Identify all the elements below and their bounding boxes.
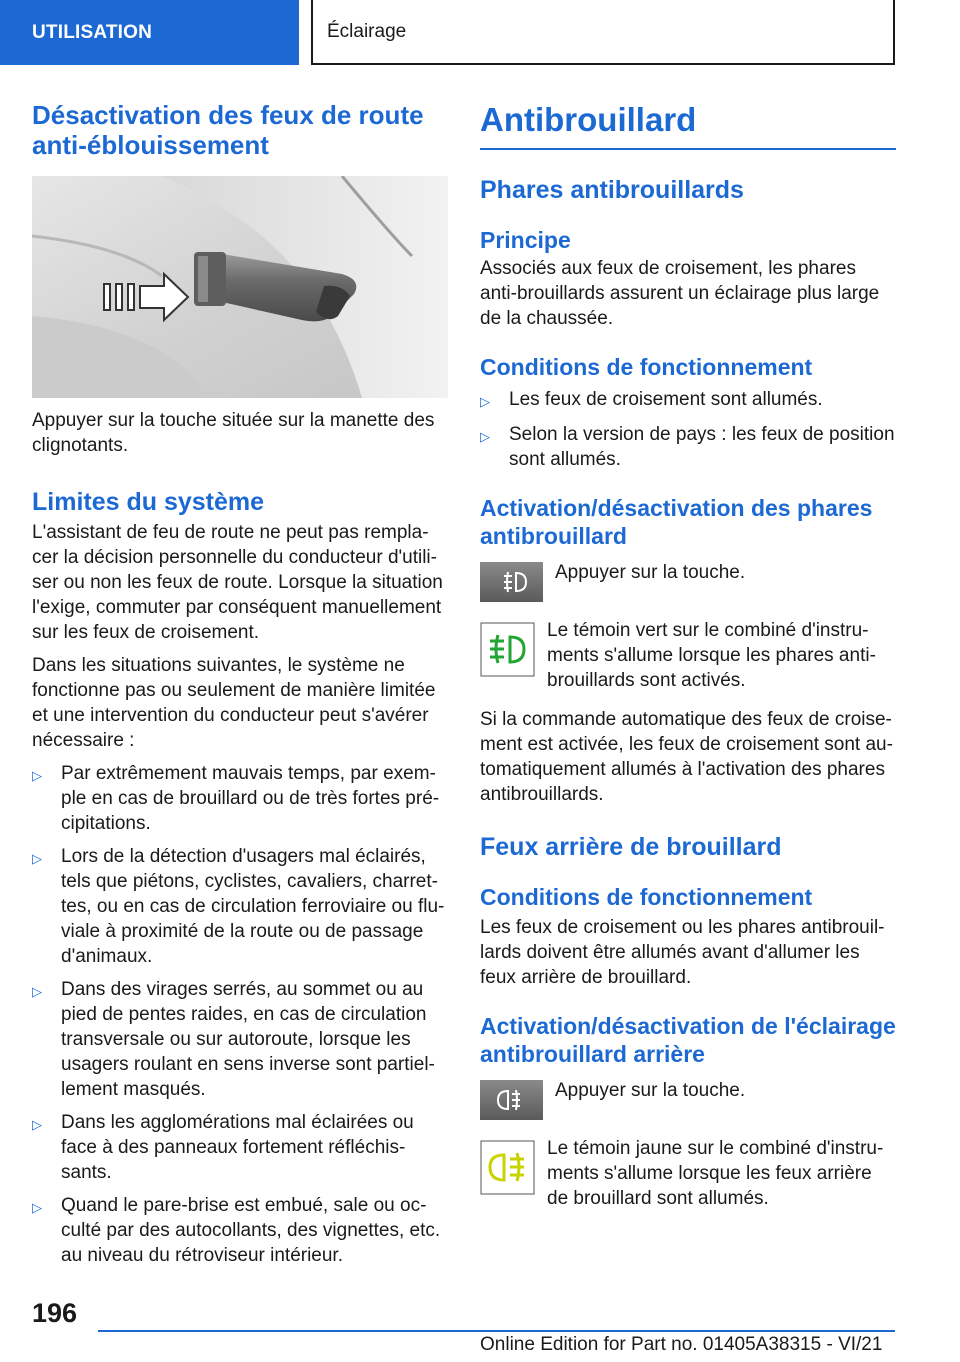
- list-item: ▷ Par extrêmement mauvais temps, par exem-ple en cas de brouillard ou de très fortes pré-cipitations.: [32, 763, 440, 834]
- yellow-indicator-text: Le témoin jaune sur le combiné d'instru-ments s'allume lorsque les feux arrière de brouillard sont allumés.: [547, 1138, 884, 1209]
- rear-conditions-heading: Conditions de fonctionnement: [480, 884, 813, 910]
- rear-fog-button-icon: [480, 1080, 543, 1120]
- green-indicator-text: Le témoin vert sur le combiné d'instru-ments s'allume lorsque les phares anti-brouillards sont activés.: [547, 620, 876, 691]
- rear-activation-heading: Activation/désactivation de l'éclairage antibrouillard arrière: [480, 1013, 896, 1067]
- list-item: ▷ Lors de la détection d'usagers mal éclairés, tels que piétons, cyclistes, cavaliers, charret-tes, ou en cas de circulation ferroviaire ou flu-viale à proximité de la route ou de passage d'animaux.: [32, 846, 445, 967]
- chapter-label: Éclairage: [327, 20, 407, 42]
- list-item: ▷ Les feux de croisement sont allumés.: [480, 387, 896, 414]
- bullet-triangle-icon: ▷: [480, 429, 490, 444]
- high-beam-deactivation-title: Désactivation des feux de route anti-éblouissement: [32, 100, 424, 160]
- limits-paragraph-1: L'assistant de feu de route ne peut pas rempla-cer la décision personnelle du conducteur d'utili-ser ou non les feux de route. Lorsque la situation l'exige, commuter par conséquent manuellement sur les feux de croisement.: [32, 522, 443, 643]
- stalk-button-illustration: [32, 176, 448, 398]
- front-fog-button-icon: [480, 562, 543, 602]
- limits-paragraph-2: Dans les situations suivantes, le système ne fonctionne pas ou seulement de manière limitée et une intervention du conducteur peut s'avérer nécessaire :: [32, 655, 436, 751]
- left-column: [32, 100, 448, 1268]
- green-indicator-row: [480, 622, 896, 693]
- bullet-triangle-icon: ▷: [32, 768, 42, 783]
- rear-press-button-text: Appuyer sur la touche.: [555, 1080, 746, 1101]
- press-button-text: Appuyer sur la touche.: [555, 562, 746, 583]
- principle-text: Associés aux feux de croisement, les phares anti-brouillards assurent un éclairage plus large de la chaussée.: [480, 258, 880, 329]
- bullet-triangle-icon: ▷: [480, 394, 490, 409]
- rear-fog-heading: Feux arrière de brouillard: [480, 833, 782, 861]
- rear-conditions-text: Les feux de croisement ou les phares antibrouil-lards doivent être allumés avant d'allumer les feux arrière de brouillard.: [480, 917, 885, 988]
- yellow-indicator-row: [480, 1140, 896, 1211]
- bullet-triangle-icon: ▷: [32, 851, 42, 866]
- bullet-triangle-icon: ▷: [32, 1117, 42, 1132]
- stalk-instruction: Appuyer sur la touche située sur la manette des clignotants.: [32, 410, 435, 456]
- list-item: ▷ Quand le pare-brise est embué, sale ou oc-culté par des autocollants, des vignettes, etc. au niveau du rétroviseur intérieur.: [32, 1195, 441, 1266]
- fog-lights-title: Antibrouillard: [480, 100, 896, 150]
- header-section-tab: [0, 0, 299, 65]
- activation-heading: Activation/désactivation des phares antibrouillard: [480, 495, 873, 549]
- conditions-list: [480, 387, 896, 472]
- footer-divider: [98, 1330, 895, 1332]
- front-fog-heading: Phares antibrouillards: [480, 176, 744, 204]
- right-column: [480, 100, 896, 1211]
- page-number: 196: [32, 1298, 78, 1328]
- section-label: UTILISATION: [32, 21, 153, 43]
- conditions-heading: Conditions de fonctionnement: [480, 354, 813, 380]
- limits-bullet-list: [32, 761, 448, 1268]
- list-item: ▷ Selon la version de pays : les feux de position sont allumés.: [480, 424, 895, 470]
- header-chapter: [311, 0, 895, 65]
- principle-heading: Principe: [480, 227, 571, 253]
- auto-lights-text: Si la commande automatique des feux de croise-ment est activée, les feux de croisement sont au-tomatiquement allumés à l'activation des phares antibrouillards.: [480, 709, 893, 805]
- footer-edition: Online Edition for Part no. 01405A38315 - VI/21: [480, 1334, 883, 1355]
- limits-heading: Limites du système: [32, 488, 265, 516]
- rear-fog-indicator-icon: [480, 1140, 535, 1195]
- front-fog-button-row: [480, 562, 896, 602]
- front-fog-indicator-icon: [480, 622, 535, 677]
- list-item: ▷ Dans des virages serrés, au sommet ou au pied de pentes raides, en cas de circulation transversale ou sur autoroute, lorsque les usagers roulant en sens inverse sont partiel-lement masqués.: [32, 979, 435, 1100]
- bullet-triangle-icon: ▷: [32, 984, 42, 999]
- list-item: ▷ Dans les agglomérations mal éclairées ou face à des panneaux fortement réfléchis-sants.: [32, 1112, 414, 1183]
- bullet-triangle-icon: ▷: [32, 1200, 42, 1215]
- rear-fog-button-row: [480, 1080, 896, 1120]
